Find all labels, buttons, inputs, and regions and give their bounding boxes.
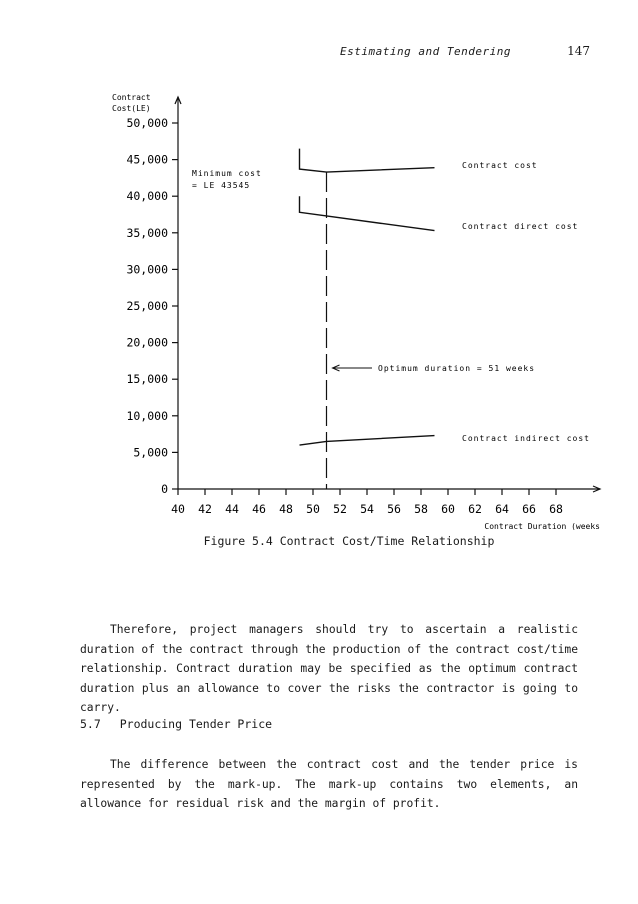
paragraph-2 (80, 755, 578, 814)
figure-caption: Figure 5.4 Contract Cost/Time Relationship (203, 534, 495, 548)
section-title: Producing Tender Price (119, 717, 273, 731)
y-tick-label: 0 (161, 482, 168, 496)
section-number: 5.7 (80, 717, 101, 731)
y-tick-label: 45,000 (126, 152, 168, 167)
x-tick-label: 56 (387, 502, 401, 516)
series-line (300, 436, 435, 446)
y-tick-label: 15,000 (126, 372, 168, 387)
paragraph-2-text: The difference between the contract cost and the tender price is represented by the mark-up. The mark-up contains two elements, an allowance for residual risk and the margin of profit. (80, 758, 578, 811)
x-tick-label: 48 (279, 502, 293, 516)
minimum-cost-note: = LE 43545 (192, 181, 251, 190)
x-tick-label: 44 (225, 502, 239, 516)
page-number: 147 (567, 44, 590, 58)
x-tick-label: 46 (252, 502, 266, 516)
paragraph-1-text: Therefore, project managers should try to ascertain a realistic duration of the contract through the production of the contract cost/time relationship. Contract duration may be specified as the optimum contract duration plus an allowance to cover the risks the contractor is going to carry. (80, 623, 578, 715)
y-tick-label: 10,000 (126, 408, 168, 423)
x-tick-label: 68 (549, 502, 563, 516)
x-tick-label: 58 (414, 502, 428, 516)
chart-axes (112, 93, 600, 530)
y-tick-label: 30,000 (126, 262, 168, 277)
y-axis-label: Cost(LE) (112, 104, 151, 113)
y-tick-label: 20,000 (126, 335, 168, 350)
y-tick-label: 40,000 (126, 189, 168, 204)
series-label: Contract indirect cost (462, 434, 590, 443)
series-label: Contract direct cost (462, 222, 579, 231)
section-heading (80, 717, 272, 731)
y-tick-label: 25,000 (126, 299, 168, 313)
minimum-cost-note: Minimum cost (192, 169, 262, 178)
paragraph-1 (80, 620, 578, 718)
chart-series (300, 149, 590, 445)
optimum-label: Optimum duration = 51 weeks (378, 364, 536, 373)
x-tick-label: 42 (198, 502, 212, 516)
running-title: Estimating and Tendering (340, 45, 511, 58)
y-tick-label: 35,000 (126, 225, 168, 240)
y-axis-label: Contract (112, 93, 151, 102)
y-tick-label: 5,000 (133, 445, 168, 460)
x-tick-label: 52 (333, 502, 347, 516)
x-tick-label: 66 (522, 502, 536, 516)
x-tick-label: 50 (306, 502, 320, 516)
x-tick-label: 62 (468, 502, 482, 516)
x-axis-label: Contract Duration (weeks (484, 522, 600, 530)
series-line (300, 149, 435, 172)
x-tick-label: 54 (360, 502, 374, 516)
y-tick-label: 50,000 (126, 116, 168, 130)
x-tick-label: 64 (495, 502, 509, 516)
series-label: Contract cost (462, 161, 538, 170)
series-line (300, 196, 435, 230)
x-tick-label: 60 (441, 502, 455, 516)
x-tick-label: 40 (171, 502, 185, 516)
